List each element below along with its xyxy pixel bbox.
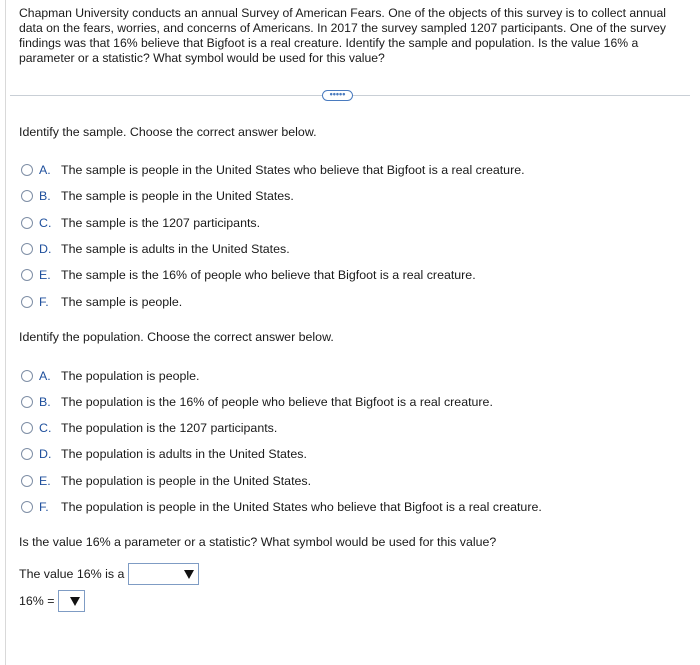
dropdown-arrow-icon (70, 597, 80, 606)
option-letter: B. (39, 395, 51, 409)
sample-option-a[interactable] (21, 162, 525, 178)
option-letter: E. (39, 474, 51, 488)
parameter-statistic-prompt: Is the value 16% a parameter or a statistic? What symbol would be used for this value? (19, 535, 497, 549)
radio-button[interactable] (21, 190, 33, 202)
radio-button[interactable] (21, 243, 33, 255)
option-text: The sample is people in the United States. (61, 189, 294, 203)
sample-option-f[interactable] (21, 294, 182, 310)
population-option-e[interactable] (21, 473, 311, 489)
option-letter: F. (39, 500, 49, 514)
sample-prompt: Identify the sample. Choose the correct answer below. (19, 125, 317, 139)
option-text: The population is people in the United States. (61, 474, 312, 488)
sample-option-e[interactable] (21, 267, 476, 283)
population-option-a[interactable] (21, 368, 199, 384)
option-text: The population is the 16% of people who believe that Bigfoot is a real creature. (61, 395, 493, 409)
value-type-dropdown[interactable] (128, 563, 199, 585)
option-text: The sample is people. (61, 295, 183, 309)
radio-button[interactable] (21, 164, 33, 176)
population-option-b[interactable] (21, 394, 493, 410)
option-letter: A. (39, 369, 51, 383)
frame-left-border (5, 0, 6, 665)
radio-button[interactable] (21, 370, 33, 382)
population-option-d[interactable] (21, 446, 307, 462)
radio-button[interactable] (21, 296, 33, 308)
symbol-dropdown[interactable] (58, 590, 85, 612)
option-text: The sample is people in the United States who believe that Bigfoot is a real creature. (61, 163, 525, 177)
population-prompt: Identify the population. Choose the correct answer below. (19, 330, 334, 344)
option-letter: E. (39, 268, 51, 282)
option-text: The sample is the 16% of people who believe that Bigfoot is a real creature. (61, 268, 476, 282)
radio-button[interactable] (21, 396, 33, 408)
sample-option-d[interactable] (21, 241, 290, 257)
radio-button[interactable] (21, 448, 33, 460)
option-text: The population is the 1207 participants. (61, 421, 278, 435)
option-letter: C. (39, 216, 52, 230)
option-text: The population is adults in the United States. (61, 447, 307, 461)
population-option-f[interactable] (21, 499, 542, 515)
symbol-label: 16% = (19, 594, 55, 608)
option-letter: B. (39, 189, 51, 203)
option-text: The sample is adults in the United States. (61, 242, 290, 256)
expand-more-button[interactable]: ••••• (322, 90, 353, 101)
option-letter: C. (39, 421, 52, 435)
value-type-line (19, 563, 199, 585)
radio-button[interactable] (21, 422, 33, 434)
option-letter: D. (39, 447, 52, 461)
option-letter: A. (39, 163, 51, 177)
dropdown-arrow-icon (184, 570, 194, 579)
option-text: The sample is the 1207 participants. (61, 216, 261, 230)
radio-button[interactable] (21, 269, 33, 281)
sample-option-b[interactable] (21, 188, 294, 204)
question-text: Chapman University conducts an annual Survey of American Fears. One of the objects of this survey is to collect annual data on the fears, worries, and concerns of Americans. In 2017 the survey sampled 1207 participants. One of the survey findings was that 16% believe that Bigfoot is a real creature. Identify the sample and population. Is the value 16% a parameter or a statistic? What symbol would be used for this value? (19, 6, 666, 65)
population-option-c[interactable] (21, 420, 277, 436)
option-text: The population is people in the United States who believe that Bigfoot is a real creature. (61, 500, 542, 514)
value-type-label: The value 16% is a (19, 567, 125, 581)
option-text: The population is people. (61, 369, 200, 383)
option-letter: F. (39, 295, 49, 309)
radio-button[interactable] (21, 501, 33, 513)
radio-button[interactable] (21, 475, 33, 487)
option-letter: D. (39, 242, 52, 256)
radio-button[interactable] (21, 217, 33, 229)
symbol-line (19, 590, 85, 612)
sample-option-c[interactable] (21, 215, 260, 231)
